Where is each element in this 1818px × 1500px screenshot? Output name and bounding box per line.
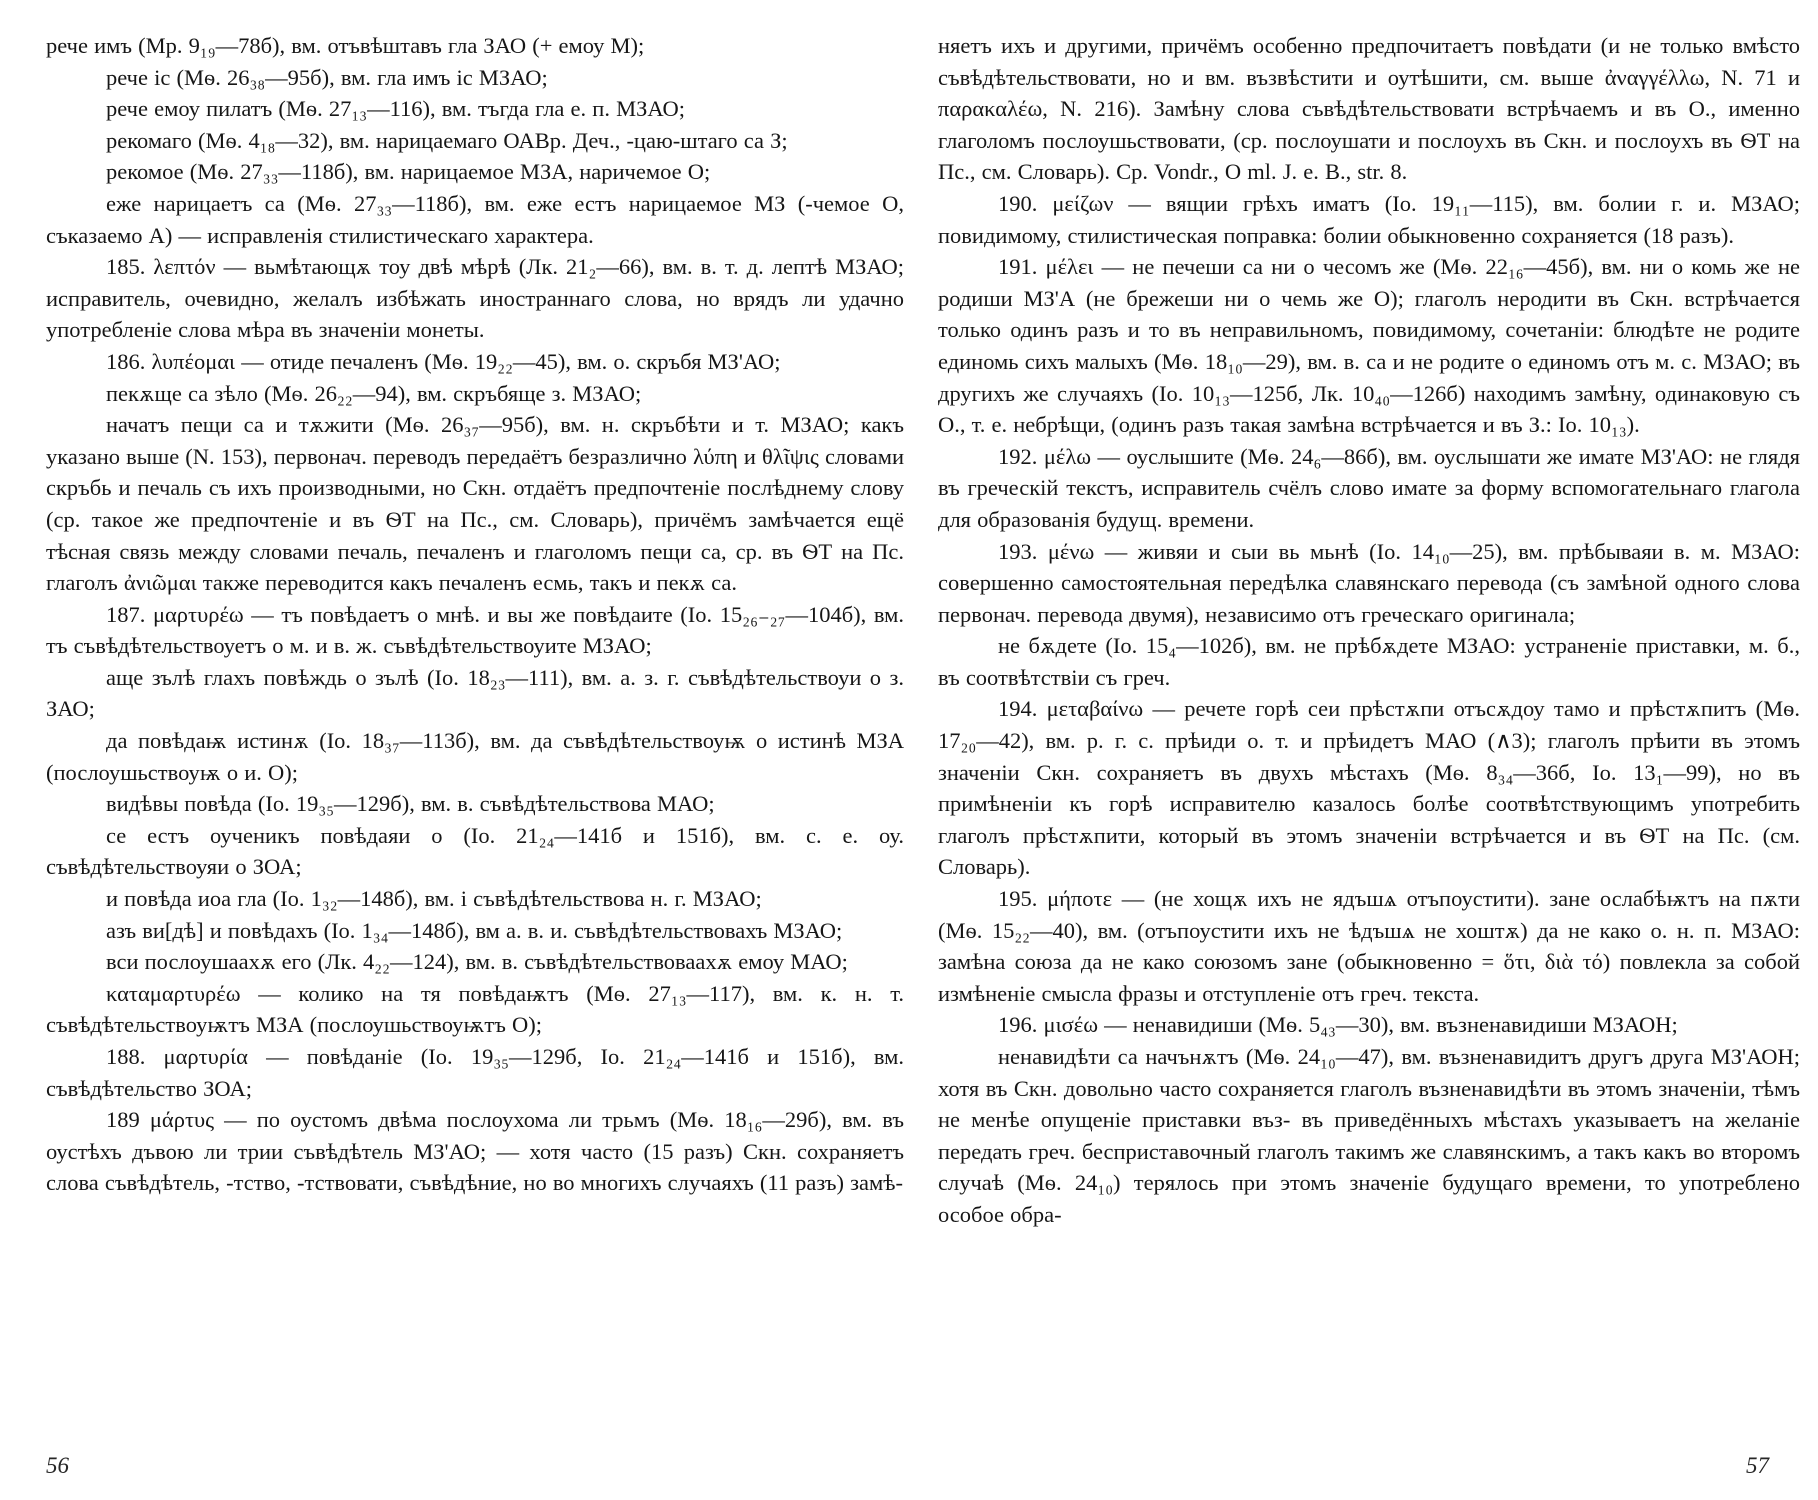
entry-paragraph: азъ ви[дѣ] и повѣдахъ (Іо. 1₃₄—148б), вм а. в. и. съвѣдѣтельствовахъ МЗАО;: [106, 917, 843, 943]
entry-paragraph: рече емоу пилатъ (Мѳ. 27₁₃—116), вм. тъгда гла е. п. МЗАО;: [106, 96, 685, 122]
entry-paragraph: 190. μείζων — вящии грѣхъ иматъ (Іо. 19₁₁—115), вм. болии г. и. МЗАО; повидимому, стилистическая поправка: болии обыкновенно сохраняется (18 разъ).: [938, 190, 1800, 248]
entry-paragraph: рекомое (Мѳ. 27₃₃—118б), вм. нарицаемое МЗА, наричемое О;: [106, 159, 711, 185]
right-page: [938, 30, 1800, 1231]
entry-paragraph: рече іс (Мѳ. 26₃₈—95б), вм. гла имъ іс МЗАО;: [106, 64, 548, 90]
entry-paragraph: καταμαρτυρέω — колико на тя повѣдаѭтъ (Мѳ. 27₁₃—117), вм. к. н. т. съвѣдѣтельствоуѭтъ МЗА (послоушьствоуѭтъ О);: [46, 980, 904, 1038]
entry-paragraph: 188. μαρτυρία — повѣданіе (Іо. 19₃₅—129б, Іо. 21₂₄—141б и 151б), вм. съвѣдѣтельство ЗОА;: [46, 1044, 904, 1101]
entry-paragraph: 196. μισέω — ненавидиши (Мѳ. 5₄₃—30), вм. възненавидиши МЗАОН;: [998, 1012, 1678, 1038]
entry-paragraph: ненавидѣти са начънѫтъ (Мѳ. 24₁₀—47), вм. възненавидитъ другъ друга МЗ'АОН; хотя въ Скн. довольно часто сохраняется глаголъ възненавидѣти въ этомъ значеніи, тѣмъ не менѣе опущеніе приставки въз- въ приведённыхъ мѣстахъ указываетъ на желаніе передать греч. бесприставочный глаголъ такимъ же славянскимъ, а такъ какъ во второмъ случаѣ (Мѳ. 24₁₀) терялось при этомъ значеніе будущаго времени, то употреблено особое обра-: [938, 1044, 1800, 1227]
page-number-left: 56: [46, 1453, 69, 1478]
entry-paragraph: 195. μήποτε — (не хощѫ ихъ не ядъшѧ отъпоустити). зане ослабѣѭтъ на пѫти (Мѳ. 15₂₂—40), вм. (отъпоустити ихъ не ѣдъшѧ не хоштѫ) да не како о. н. п. МЗАО: замѣна союза да не како союзомъ зане (обыкновенно = ὅτι, διὰ τό) повлекла за собой измѣненіе смысла фразы и отступленіе отъ греч. текста.: [938, 886, 1800, 1006]
entry-paragraph: 191. μέλει — не печеши са ни о чесомъ же (Мѳ. 22₁₆—45б), вм. ни о комь же не родиши МЗ'А (не брежеши ни о чемь же О); глаголъ неродити въ Скн. встрѣчается только одинъ разъ и то въ неправильномъ, повидимому, сочетаніи: блюдѣте не родите единомь сихъ малыхъ (Мѳ. 18₁₀—29), вм. в. са и не родите о единомъ отъ м. с. МЗАО; въ другихъ же случаяхъ (Іо. 10₁₃—125б, Лк. 10₄₀—126б) находимъ замѣну, одинаковую съ О., т. е. небрѣщи, (одинъ разъ такая замѣна встрѣчается и въ З.: Іо. 10₁₃).: [938, 254, 1800, 438]
entry-paragraph: пекѫще са зѣло (Мѳ. 26₂₂—94), вм. скръбяще з. МЗАО;: [106, 380, 642, 406]
entry-paragraph: и повѣда иоа гла (Іо. 1₃₂—148б), вм. і съвѣдѣтельствова н. г. МЗАО;: [106, 886, 762, 912]
entry-paragraph: 186. λυπέομαι — отиде печаленъ (Мѳ. 19₂₂—45), вм. о. скръбя МЗ'АО;: [106, 348, 781, 374]
entry-paragraph: не бѫдете (Іо. 15₄—102б), вм. не прѣбѫдете МЗАО: устраненіе приставки, м. б., въ соотвѣтствіи съ греч.: [938, 633, 1800, 690]
entry-paragraph: еже нарицаетъ са (Мѳ. 27₃₃—118б), вм. еже естъ нарицаемое МЗ (-чемое О, съказаемо А) — исправленія стилистическаго характера.: [46, 190, 904, 248]
entry-paragraph: 193. μένω — живяи и сыи вь мьнѣ (Іо. 14₁₀—25), вм. прѣбываяи в. м. МЗАО: совершенно самостоятельная передѣлка славянскаго перевода (съ замѣной одного слова первонач. перевода двумя), независимо отъ греческаго оригинала;: [938, 538, 1800, 627]
page-number-right: 57: [1746, 1453, 1769, 1478]
entry-paragraph: рекомаго (Мѳ. 4₁₈—32), вм. нарицаемаго ОАВр. Деч., -цаю-штаго са З;: [106, 127, 788, 153]
entry-paragraph: се естъ оученикъ повѣдаяи о (Іо. 21₂₄—141б и 151б), вм. с. е. оу. съвѣдѣтельствоуяи о ЗОА;: [46, 822, 904, 880]
entry-paragraph: няетъ ихъ и другими, причёмъ особенно предпочитаетъ повѣдати (и не только вмѣсто съвѣдѣтельствовати, но и вм. възвѣстити и оутѣшити, см. выше ἀναγγέλλω, N. 71 и παρακαλέω, N. 216). Замѣну слова съвѣдѣтельствовати встрѣчаемъ и въ О., именно глаголомъ послоушьствовати, (ср. послоушати и послоухъ въ Скн. и послоухъ въ ѲТ на Пс., см. Словарь). Ср. Vondr., O ml. J. e. B., str. 8.: [938, 33, 1800, 185]
entry-paragraph: начатъ пещи са и тѫжити (Мѳ. 26₃₇—95б), вм. н. скръбѣти и т. МЗАО; какъ указано выше (N. 153), первонач. переводъ передаётъ безразлично λύπη и θλῖψις словами скръбь и печаль съ ихъ производными, но Скн. отдаётъ предпочтеніе послѣднему слову (ср. такое же предпочтеніе и въ ѲТ на Пс., см. Словарь), причёмъ замѣчается ещё тѣсная связь между словами печаль, печаленъ и глаголомъ пещи са, ср. въ ѲТ на Пс. глаголъ ἀνιῶμαι также переводится какъ печаленъ есмь, такъ и пекѫ са.: [46, 412, 904, 596]
entry-paragraph: рече имъ (Мр. 9₁₉—78б), вм. отъвѣштавъ гла ЗАО (+ емоу М);: [46, 33, 645, 58]
entry-paragraph: 189 μάρτυς — по оустомъ двѣма послоухома ли трьмъ (Мѳ. 18₁₆—29б), вм. въ оустѣхъ дъвою ли трии съвѣдѣтель МЗ'АО; — хотя часто (15 разъ) Скн. сохраняетъ слова съвѣдѣтель, -тство, -тствовати, съвѣдѣние, но во многихъ случаяхъ (11 разъ) замѣ-: [46, 1107, 904, 1196]
entry-paragraph: 192. μέλω — оуслышите (Мѳ. 24₆—86б), вм. оуслышати же имате МЗ'АО: не глядя въ греческій текстъ, исправитель счёлъ слово имате за форму вспомогательнаго глагола для образованія будущ. времени.: [938, 443, 1800, 532]
entry-paragraph: 194. μεταβαίνω — речете горѣ сеи прѣстѫпи отъсѫдоу тамо и прѣстѫпитъ (Мѳ. 17₂₀—42), вм. р. г. с. прѣиди о. т. и прѣидетъ МАО (∧3); глаголъ прѣити въ этомъ значеніи Скн. сохраняетъ въ двухъ мѣстахъ (Мѳ. 8₃₄—36б, Іо. 13₁—99), но въ примѣненіи къ горѣ исправителю казалось болѣе соотвѣтствующимъ употребить глаголъ прѣстѫпити, который въ этомъ значеніи встрѣчается и въ ѲТ на Пс. (см. Словарь).: [938, 696, 1800, 880]
entry-paragraph: да повѣдаѭ истинѫ (Іо. 18₃₇—113б), вм. да съвѣдѣтельствоуѭ о истинѣ МЗА (послоушьствоуѭ о и. О);: [46, 728, 904, 785]
entry-paragraph: аще зълѣ глахъ повѣждь о зълѣ (Іо. 18₂₃—111), вм. а. з. г. съвѣдѣтельствоуи о з. ЗАО;: [46, 664, 904, 722]
entry-paragraph: 185. λεπτόν — вьмѣтающѫ тоу двѣ мѣрѣ (Лк. 21₂—66), вм. в. т. д. лептѣ МЗАО; исправитель, очевидно, желалъ избѣжать иностраннаго слова, но врядъ ли удачно употребленіе слова мѣра въ значеніи монеты.: [46, 254, 904, 343]
entry-paragraph: видѣвы повѣда (Іо. 19₃₅—129б), вм. в. съвѣдѣтельствова МАО;: [106, 791, 715, 817]
entry-paragraph: 187. μαρτυρέω — тъ повѣдаетъ о мнѣ. и вы же повѣдаите (Іо. 15₂₆₋₂₇—104б), вм. тъ съвѣдѣтельствоуетъ о м. и в. ж. съвѣдѣтельствоуите МЗАО;: [46, 601, 904, 659]
left-page: [46, 30, 904, 1199]
entry-paragraph: вси послоушаахѫ его (Лк. 4₂₂—124), вм. в. съвѣдѣтельствоваахѫ емоу МАО;: [106, 949, 848, 975]
